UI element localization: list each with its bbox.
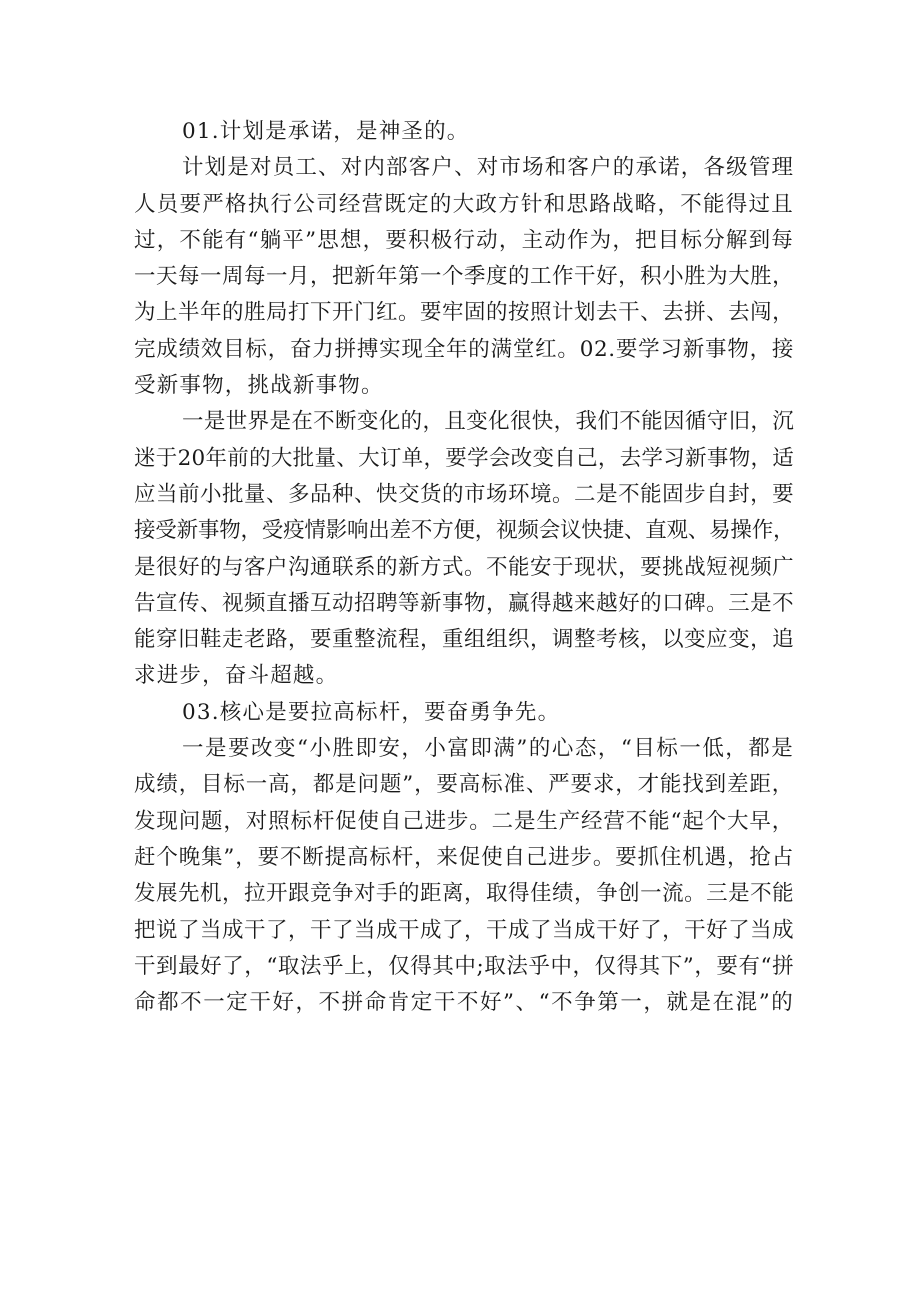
- text-line: 迷于20年前的大批量、大订单，要学会改变自己，去学习新事物，适: [134, 445, 794, 471]
- text-line: 干到最好了，“取法乎上，仅得其中;取法乎中，仅得其下”，要有“拼: [134, 953, 794, 979]
- text-line: 告宣传、视频直播互动招聘等新事物，赢得越来越好的口碑。三是不: [134, 590, 794, 616]
- text-line: 把说了当成干了，干了当成干成了，干成了当成干好了，干好了当成: [134, 917, 794, 943]
- text-line: 是很好的与客户沟通联系的新方式。不能安于现状，要挑战短视频广: [134, 554, 794, 580]
- text-line: 03.核心是要拉高标杆，要奋勇争先。: [182, 699, 561, 725]
- text-line: 成绩，目标一高，都是问题”，要高标准、严要求，才能找到差距，: [134, 772, 794, 798]
- text-line: 赶个晚集”，要不断提高标杆，来促使自己进步。要抓住机遇，抢占: [134, 844, 794, 870]
- text-line: 计划是对员工、对内部客户、对市场和客户的承诺，各级管理: [182, 155, 794, 181]
- text-line: 受新事物，挑战新事物。: [134, 373, 384, 399]
- text-line: 接受新事物，受疫情影响出差不方便，视频会议快捷、直观、易操作，: [134, 518, 794, 544]
- text-line: 为上半年的胜局打下开门红。要牢固的按照计划去干、去拼、去闯，: [134, 300, 794, 326]
- text-line: 命都不一定干好，不拼命肯定干不好”、“不争第一，就是在混”的: [134, 990, 794, 1016]
- text-line: 发现问题，对照标杆促使自己进步。二是生产经营不能“起个大早，: [134, 808, 794, 834]
- text-line: 一是要改变“小胜即安，小富即满”的心态，“目标一低，都是: [182, 736, 794, 762]
- text-line: 01.计划是承诺，是神圣的。: [182, 119, 470, 144]
- text-line: 应当前小批量、多品种、快交货的市场环境。二是不能固步自封，要: [134, 481, 794, 507]
- text-line: 人员要严格执行公司经营既定的大政方针和思路战略，不能得过且: [134, 191, 794, 217]
- text-line: 过，不能有“躺平”思想，要积极行动，主动作为，把目标分解到每: [134, 227, 794, 253]
- text-line: 一天每一周每一月，把新年第一个季度的工作干好，积小胜为大胜，: [134, 264, 794, 290]
- text-line: 能穿旧鞋走老路，要重整流程，重组组织，调整考核，以变应变，追: [134, 627, 794, 653]
- document-body: [134, 114, 794, 1021]
- text-line: 完成绩效目标，奋力拼搏实现全年的满堂红。02.要学习新事物，接: [134, 336, 794, 362]
- text-line: 发展先机，拉开跟竞争对手的距离，取得佳绩，争创一流。三是不能: [134, 881, 794, 907]
- text-line: 求进步，奋斗超越。: [134, 663, 339, 689]
- text-line: 一是世界是在不断变化的，且变化很快，我们不能因循守旧，沉: [182, 409, 794, 435]
